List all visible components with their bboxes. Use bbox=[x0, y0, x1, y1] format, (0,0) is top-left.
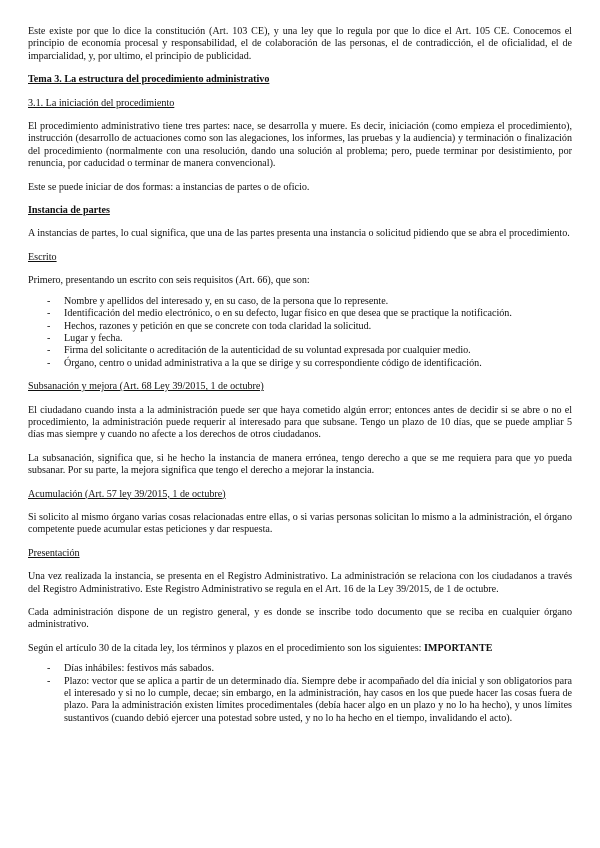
list-item: - Plazo: vector que se aplica a partir de un determinado día. Siempre debe ir acompañado del día inicial y son obligatorios para el interesado y si no lo cumple, decae; sin embargo, en la administración, hay casos en los que puede hacer las cosas fuera de plazo. Para la administración existen límites procedimentales (debía hacer algo en un plazo y no lo ha hecho), y unos límites sustantivos (cuando debió ejercer una potestad sobre usted, y no lo ha hecho en el tiempo, invalidando el acto). bbox=[47, 675, 572, 724]
dash-bullet: - bbox=[47, 320, 51, 332]
plazos-list bbox=[28, 663, 572, 725]
dash-bullet: - bbox=[47, 357, 51, 369]
subsection-title-3-1: 3.1. La iniciación del procedimiento bbox=[28, 97, 175, 109]
paragraph-presentacion-2: Cada administración dispone de un registro general, y es donde se inscribe todo documento que se reciba en cualquier órgano administrativo. bbox=[28, 607, 572, 631]
list-item: - Lugar y fecha. bbox=[47, 332, 123, 344]
section-title-tema-3: Tema 3. La estructura del procedimiento administrativo bbox=[28, 74, 270, 86]
list-item: - Nombre y apellidos del interesado y, en su caso, de la persona que lo represente. bbox=[47, 295, 389, 307]
list-item: - Identificación del medio electrónico, o en su defecto, lugar físico en que desea que se practique la notificación. bbox=[47, 308, 512, 320]
list-item: - Hechos, razones y petición en que se concrete con toda claridad la solicitud. bbox=[47, 320, 372, 332]
heading-acumulacion: Acumulación (Art. 57 ley 39/2015, 1 de octubre) bbox=[28, 488, 226, 500]
dash-bullet: - bbox=[47, 675, 51, 687]
paragraph-partes-procedimiento: El procedimiento administrativo tiene tres partes: nace, se desarrolla y muere. Es decir, iniciación (como empieza el procedimiento), instrucción (desarrollo de actuaciones como son las alegaciones, los informes, las pruebas y la audiencia) y terminación o finalización del procedimiento (normalmente con una resolución, dando una solución al problema; pero, puede terminar por desistimiento, por renuncia, por caducidad o terminar de manera convencional). bbox=[28, 121, 572, 170]
dash-bullet: - bbox=[47, 308, 51, 320]
dash-bullet: - bbox=[47, 345, 51, 357]
paragraph-presentacion-3: Según el artículo 30 de la citada ley, los términos y plazos en el procedimiento son los siguientes: IMPORTANTE bbox=[28, 642, 493, 654]
list-item: - Días inhábiles: festivos más sabados. bbox=[47, 663, 214, 675]
list-item: - Firma del solicitante o acreditación de la autenticidad de su voluntad expresada por cualquier medio. bbox=[47, 345, 471, 357]
paragraph-subsanacion-2: La subsanación, significa que, si he hecho la instancia de manera errónea, tengo derecho a que se me requiera para que yo pueda subsanar. Por su parte, la mejora significa que tengo el derecho a mejorar la instancia. bbox=[28, 452, 572, 477]
dash-bullet: - bbox=[47, 663, 51, 675]
list-item: - Órgano, centro o unidad administrativa a la que se dirige y su correspondiente código de identificación. bbox=[47, 357, 482, 369]
heading-presentacion: Presentación bbox=[28, 547, 80, 559]
requisitos-list bbox=[28, 296, 572, 370]
paragraph-presentacion-1: Una vez realizada la instancia, se presenta en el Registro Administrativo. La administración se relaciona con los ciudadanos a través del Registro Administrativo. Este Registro Administrativo se regula en el Art. 16 de la Ley 39/2015, de 1 de octubre. bbox=[28, 571, 572, 595]
heading-escrito: Escrito bbox=[28, 251, 57, 263]
intro-paragraph: Este existe por que lo dice la constitución (Art. 103 CE), y una ley que lo regula por que lo dice el Art. 105 CE. Conocemos el principio de economía procesal y responsabilidad, el de colaboración de las personas, el de contradicción, el de oficialidad, el de imparcialidad, y, por ultimo, el principio de publicidad. bbox=[28, 26, 572, 62]
paragraph-acumulacion: Si solicito al mismo órgano varias cosas relacionadas entre ellas, o si varias personas solicitan lo mismo a la administración, el órgano competente puede acumular estas peticiones y dar respuesta. bbox=[28, 511, 572, 536]
paragraph-escrito: Primero, presentando un escrito con seis requisitos (Art. 66), que son: bbox=[28, 275, 310, 287]
paragraph-subsanacion-1: El ciudadano cuando insta a la administración puede ser que haya cometido algún error; entonces antes de decidir si se abre o no el procedimiento, la administración puede requerir al interesado para que subsane. Tengo un plazo de 10 días, que se puede ampliar 5 días mas siempre y cuando no afecte a los derechos de otros ciudadanos. bbox=[28, 404, 572, 441]
dash-bullet: - bbox=[47, 332, 51, 344]
important-label: IMPORTANTE bbox=[424, 642, 493, 654]
heading-instancia-de-partes: Instancia de partes bbox=[28, 205, 110, 217]
heading-subsanacion: Subsanación y mejora (Art. 68 Ley 39/2015, 1 de octubre) bbox=[28, 381, 264, 393]
paragraph-formas-inicio: Este se puede iniciar de dos formas: a instancias de partes o de oficio. bbox=[28, 181, 310, 193]
dash-bullet: - bbox=[47, 295, 51, 307]
paragraph-instancia: A instancias de partes, lo cual significa, que una de las partes presenta una instancia o solicitud pidiendo que se abra el procedimiento. bbox=[28, 228, 570, 240]
